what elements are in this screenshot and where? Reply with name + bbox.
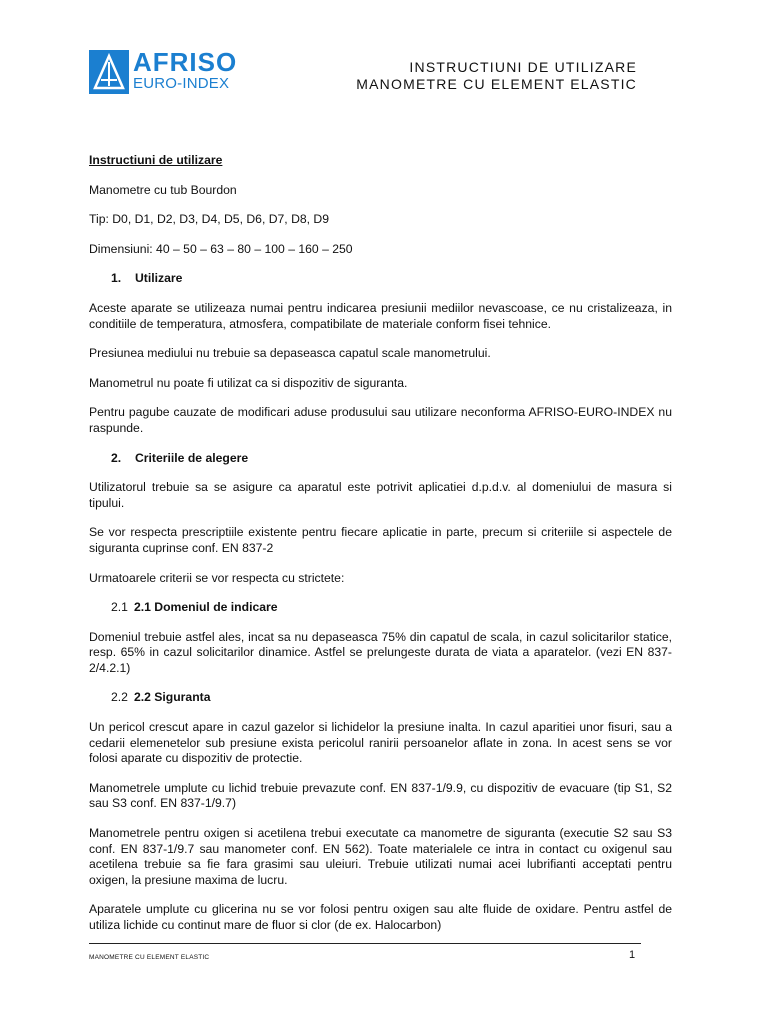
section-2-2-paragraph: Manometrele pentru oxigen si acetilena trebui executate ca manometre de siguranta (executie S2 sau S3 conf. EN 837-1/9.7 sau manometer conf. EN 562). Toate materialele ce intra in contact cu oxigenul sau acetilena trebuie sa fie fara grasimi sau uleiuri. Trebuie utilizati numai acei lubrifianti acceptati pentru oxigen, la presiune maxima de lucru. — [89, 826, 672, 887]
section-2-2-paragraph: Un pericol crescut apare in cazul gazelor si lichidelor la presiune inalta. In cazul aparitiei unor fisuri, sau a cedarii elemenetelor sub presiune exista pericolul ranirii persoanelor aflate in zona. In acest sens se vor folosi aparate cu dispozitiv de protectie. — [89, 720, 672, 766]
company-logo — [89, 47, 259, 96]
intro-type: Manometre cu tub Bourdon — [89, 182, 237, 197]
section-1-paragraph: Manometrul nu poate fi utilizat ca si dispozitiv de siguranta. — [89, 375, 408, 390]
section-2-1-heading — [89, 600, 672, 616]
section-1-paragraph: Presiunea mediului nu trebuie sa depaseasca capatul scale manometrului. — [89, 346, 491, 361]
footer-divider — [89, 943, 641, 944]
section-2-1-title: 2.1 Domeniul de indicare — [133, 600, 278, 615]
section-2-title: Criteriile de alegere — [135, 450, 249, 465]
section-1-paragraph: Aceste aparate se utilizeaza numai pentru indicarea presiunii mediilor nevascoase, ce nu cristalizeaza, in conditiile de temperatura, atmosfera, compatibilate de materiale conform fisei tehnice. — [89, 300, 672, 331]
logo-subtitle: EURO-INDEX — [133, 75, 230, 92]
header-line-1: INSTRUCTIUNI DE UTILIZARE — [409, 59, 637, 75]
section-2-number: 2. — [111, 450, 122, 465]
section-1-heading — [89, 271, 672, 287]
section-2-1-paragraph: Domeniul trebuie astfel ales, incat sa nu depaseasca 75% din capatul de scala, in cazul solicitarilor statice, resp. 65% in cazul solicitarilor dinamice. Astfel se prelungeste durata de viata a aparatelor. (vezi EN 837-2/4.2.1) — [89, 629, 672, 675]
section-2-2-heading — [89, 690, 672, 706]
section-2-1-number: 2.1 — [111, 600, 128, 615]
triangle-a-icon — [89, 50, 129, 94]
page-number: 1 — [629, 949, 636, 961]
section-1-paragraph: Pentru pagube cauzate de modificari aduse produsului sau utilizare neconforma AFRISO-EURO-INDEX nu raspunde. — [89, 405, 672, 435]
logo-name: AFRISO — [133, 47, 238, 77]
footer-text: MANOMETRE CU ELEMENT ELASTIC — [89, 954, 210, 961]
section-2-2-title: 2.2 Siguranta — [133, 690, 211, 705]
section-2-paragraph: Se vor respecta prescriptiile existente pentru fiecare aplicatie in parte, precum si criteriile si aspectele de siguranta cuprinse conf. EN 837-2 — [89, 525, 672, 555]
document-body — [89, 153, 672, 948]
section-1-number: 1. — [111, 271, 122, 286]
section-2-paragraph: Utilizatorul trebuie sa se asigure ca aparatul este potrivit aplicatiei d.p.d.v. al domeniului de masura si tipului. — [89, 480, 672, 510]
section-2-2-number: 2.2 — [111, 690, 128, 705]
section-2-paragraph: Urmatoarele criterii se vor respecta cu strictete: — [89, 570, 345, 585]
section-1-title: Utilizare — [135, 271, 183, 286]
section-2-2-paragraph: Manometrele umplute cu lichid trebuie prevazute conf. EN 837-1/9.9, cu dispozitiv de evacuare (tip S1, S2 sau S3 conf. EN 837-1/9.7) — [89, 780, 672, 811]
document-title: Instructiuni de utilizare — [89, 153, 223, 167]
intro-dimensions: Dimensiuni: 40 – 50 – 63 – 80 – 100 – 160 – 250 — [89, 241, 353, 256]
header-line-2: MANOMETRE CU ELEMENT ELASTIC — [356, 76, 637, 92]
section-2-heading — [89, 451, 672, 467]
section-2-2-paragraph: Aparatele umplute cu glicerina nu se vor folosi pentru oxigen sau alte fluide de oxidare. Pentru astfel de utiliza lichide cu continut mare de fluor si clor (de ex. Halocarbon) — [89, 902, 672, 932]
document-header — [356, 59, 637, 93]
intro-tip: Tip: D0, D1, D2, D3, D4, D5, D6, D7, D8, D9 — [89, 212, 329, 227]
